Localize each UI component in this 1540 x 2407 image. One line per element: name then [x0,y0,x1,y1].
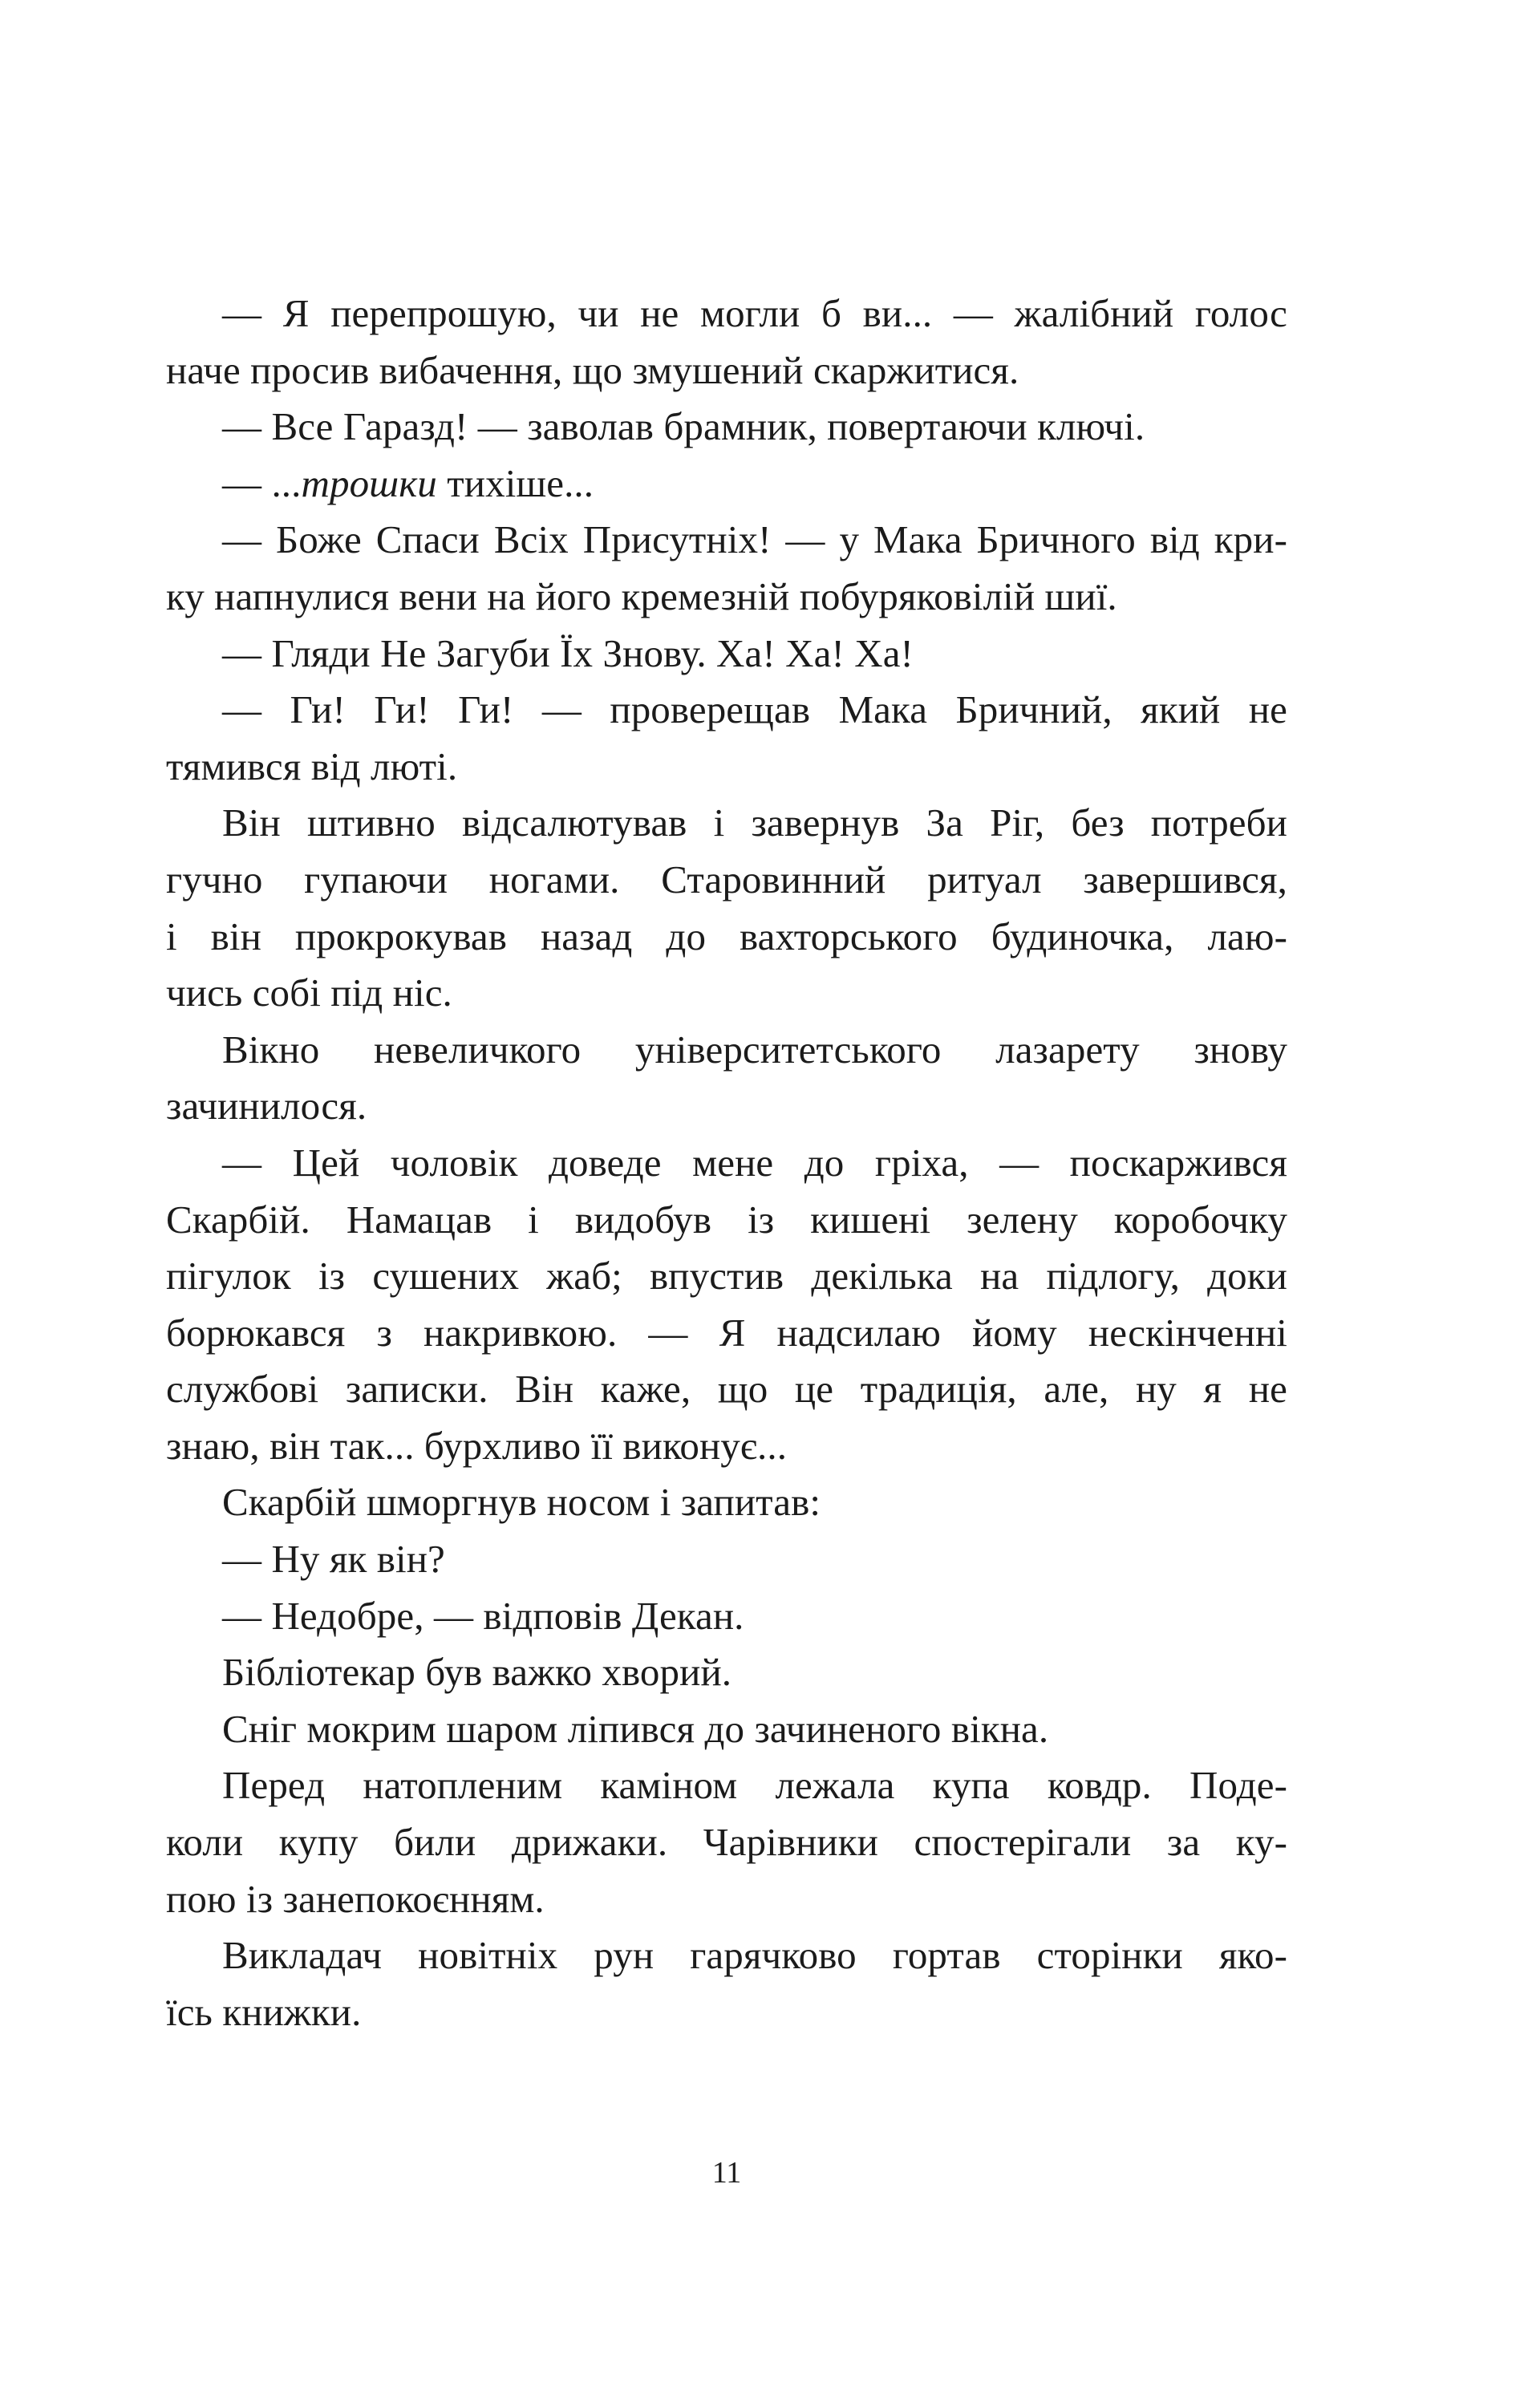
text-line: Вікно невеличкого університетського лазарету знову [222,1027,1287,1072]
text-line: і він прокрокував назад до вахторського будиночка, лаю- [166,914,1287,958]
text-line: Бібліотекар був важко хворий. [222,1650,732,1695]
text-line: Він штивно відсалютував і завернув За Ріг, без потреби [222,800,1287,845]
text-line: — Цей чоловік доведе мене до гріха, — поскаржився [222,1140,1287,1185]
page-number: 11 [711,2156,742,2190]
text-line: Скарбій. Намацав і видобув із кишені зелену коробочку [166,1197,1287,1242]
text-line: — Я перепрошую, чи не могли б ви... — жалібний голос [222,291,1287,335]
text-line: службові записки. Він каже, що це традиція, але, ну я не [166,1367,1287,1412]
text-line: їсь книжки. [166,1989,362,2034]
body-text [166,286,1287,2040]
text-line: борюкався з накривкою. — Я надсилаю йому нескінченні [166,1310,1287,1355]
text-line: ку напнулися вени на його кремезній побуряковілій шиї. [166,573,1117,618]
text-line: — Ну як він? [222,1537,445,1582]
text-line: Викладач новітніх рун гарячково гортав сторінки яко- [222,1933,1287,1978]
text-span: — ... [222,460,302,505]
text-line: пою із занепокоєнням. [166,1876,545,1921]
text-line: тямився від люті. [166,744,458,788]
text-line: пігулок із сушених жаб; впустив декілька на підлогу, доки [166,1254,1287,1299]
text-line: — Недобре, — відповів Декан. [222,1593,744,1638]
text-line: — Ги! Ги! Ги! — проверещав Мака Бричний, який не [222,687,1287,732]
text-line: Скарбій шморгнув носом і запитав: [222,1480,821,1525]
italic-emphasis: трошки [301,460,437,505]
text-line-with-italic [166,456,1287,513]
text-line: гучно гупаючи ногами. Старовинний ритуал завершився, [166,857,1287,902]
text-line: коли купу били дрижаки. Чарівники спостерігали за ку- [166,1820,1287,1865]
text-line: Перед натопленим каміном лежала купа ковдр. Поде- [222,1763,1287,1808]
text-line: Сніг мокрим шаром ліпився до зачиненого вікна. [222,1706,1049,1751]
text-line: — Все Гаразд! — заволав брамник, повертаючи ключі. [222,404,1145,449]
text-line: зачинилося. [166,1084,367,1129]
text-line: — Боже Спаси Всіх Присутніх! — у Мака Бричного від кри- [222,517,1287,562]
text-line: наче просив вибачення, що змушений скаржитися. [166,347,1019,392]
text-line: знаю, він так... бурхливо її виконує... [166,1423,788,1468]
text-line: чись собі під ніс. [166,970,452,1015]
text-span: тихіше... [436,460,594,505]
text-line: — Гляди Не Загуби Їх Знову. Ха! Ха! Ха! [222,630,914,675]
